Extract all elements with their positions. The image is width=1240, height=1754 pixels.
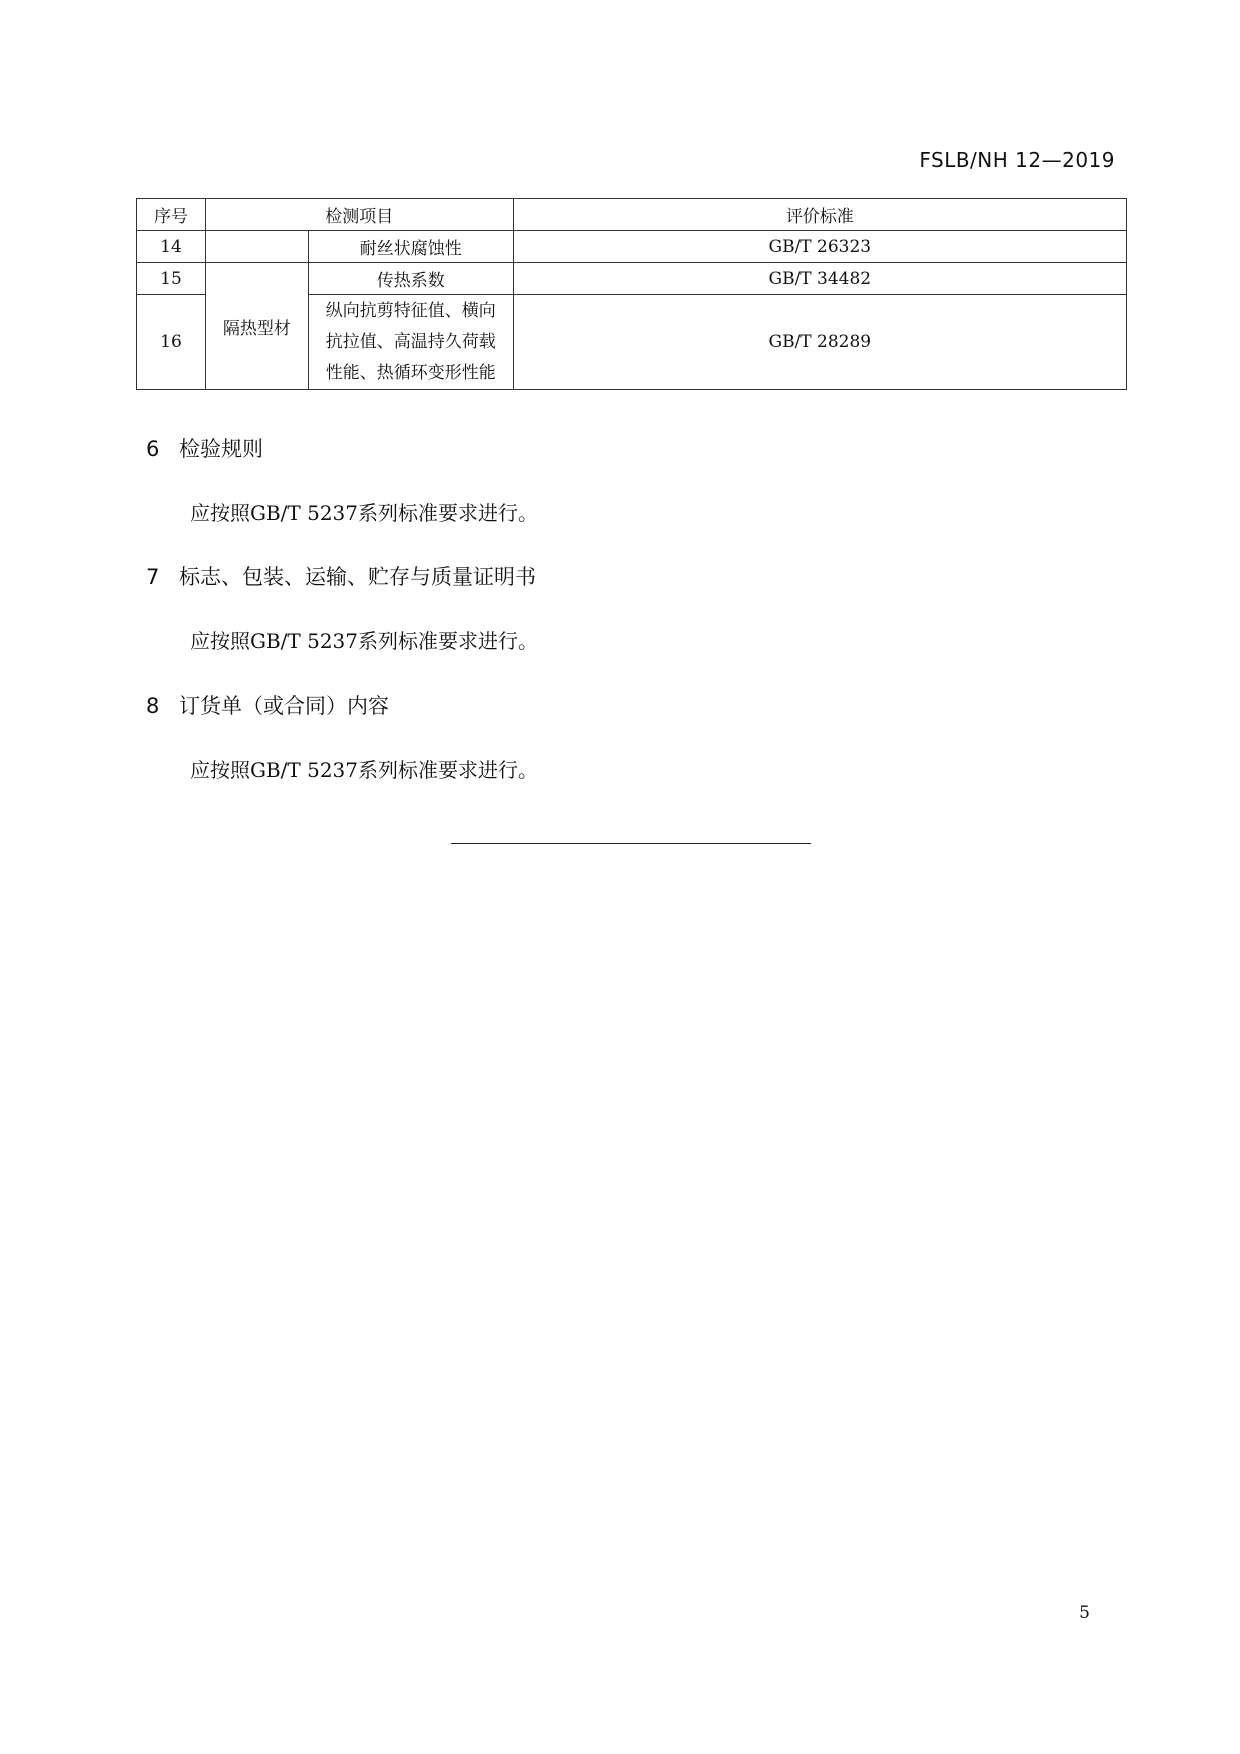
section-number: 8 (146, 694, 160, 718)
row-standard: GB/T 28289 (513, 295, 1126, 390)
row-item: 传热系数 (308, 263, 513, 295)
row-item-line: 抗拉值、高温持久荷载 (325, 331, 496, 352)
header-seq: 序号 (137, 199, 206, 231)
end-rule (451, 843, 811, 844)
row-category (205, 231, 308, 263)
document-code: FSLB/NH 12—2019 (919, 148, 1115, 172)
section-body: 应按照GB/T 5237系列标准要求进行。 (190, 501, 539, 525)
header-standard: 评价标准 (513, 199, 1126, 231)
section-title: 订货单（或合同）内容 (179, 694, 389, 718)
row-seq: 15 (137, 263, 206, 295)
section-heading (146, 433, 263, 463)
section-number: 7 (146, 565, 160, 589)
row-category: 隔热型材 (205, 263, 308, 390)
section-body: 应按照GB/T 5237系列标准要求进行。 (190, 629, 539, 653)
section-heading (146, 561, 536, 591)
table-header-row (137, 199, 1127, 231)
section-title: 标志、包装、运输、贮存与质量证明书 (179, 565, 536, 589)
section-body: 应按照GB/T 5237系列标准要求进行。 (190, 758, 539, 782)
row-standard: GB/T 26323 (513, 231, 1126, 263)
section-title: 检验规则 (179, 437, 263, 461)
row-seq: 14 (137, 231, 206, 263)
inspection-items-table (136, 198, 1127, 390)
row-item-line: 性能、热循环变形性能 (325, 362, 496, 383)
page-number: 5 (1079, 1603, 1090, 1623)
row-standard: GB/T 34482 (513, 263, 1126, 295)
header-item: 检测项目 (205, 199, 513, 231)
section-heading (146, 690, 389, 720)
row-item (308, 295, 513, 390)
row-item: 耐丝状腐蚀性 (308, 231, 513, 263)
table-row (137, 231, 1127, 263)
row-seq: 16 (137, 295, 206, 390)
row-item-line: 纵向抗剪特征值、横向 (325, 300, 496, 321)
table-row (137, 263, 1127, 295)
section-number: 6 (146, 437, 160, 461)
